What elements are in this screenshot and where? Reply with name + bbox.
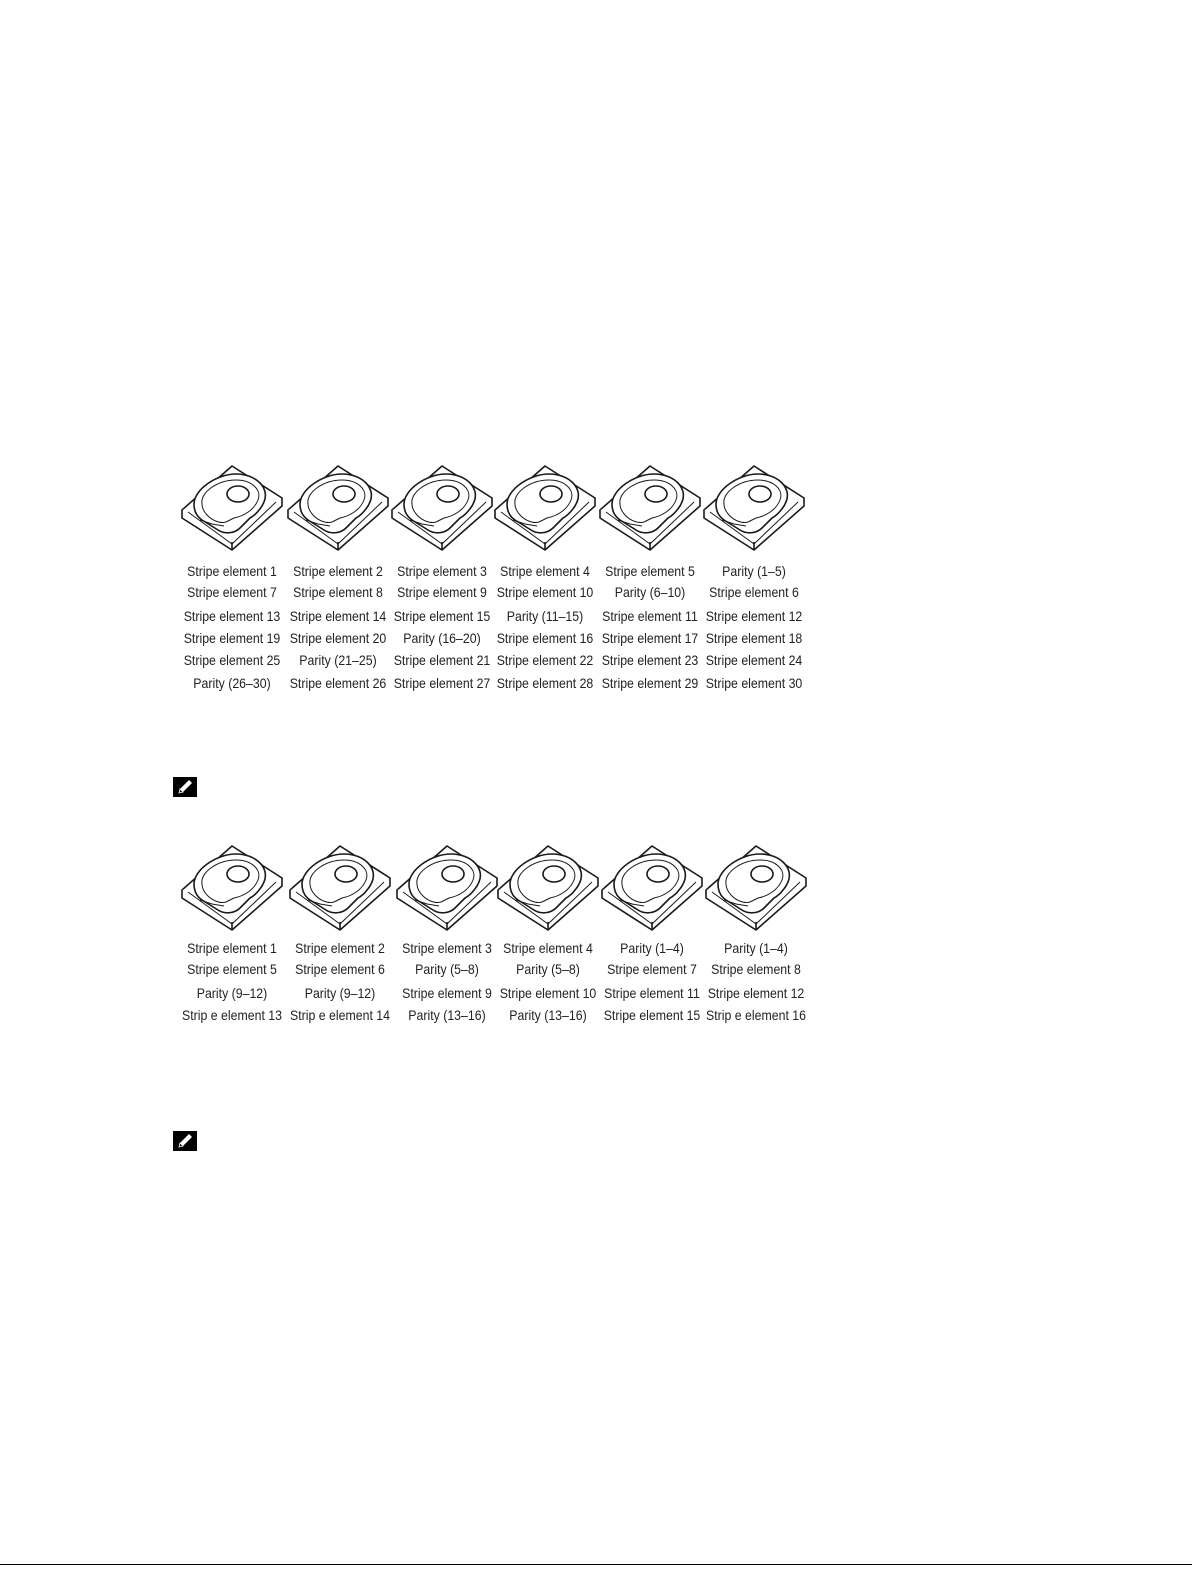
hard-drive-icon — [395, 840, 499, 936]
hard-drive-icon — [286, 460, 390, 556]
stripe-label: Parity (13–16) — [509, 1007, 587, 1023]
hard-drive-icon — [390, 460, 494, 556]
stripe-label: Stripe element 18 — [705, 630, 803, 646]
stripe-label: Stripe element 4 — [503, 940, 593, 956]
stripe-label: Stripe element 12 — [705, 608, 803, 624]
hard-drive-icon — [600, 840, 704, 936]
stripe-label: Stripe element 3 — [402, 940, 492, 956]
stripe-label: Stripe element 24 — [705, 652, 803, 668]
stripe-label: Stripe element 8 — [293, 584, 383, 600]
stripe-label: Stripe element 30 — [705, 675, 803, 691]
hard-drive-icon — [702, 460, 806, 556]
hard-drive-icon — [704, 840, 808, 936]
stripe-label: Parity (26–30) — [193, 675, 271, 691]
stripe-label: Parity (9–12) — [196, 985, 268, 1001]
stripe-label: Strip e element 16 — [706, 1007, 806, 1023]
stripe-label: Stripe element 1 — [187, 563, 277, 579]
stripe-label: Stripe element 10 — [496, 584, 594, 600]
stripe-label: Parity (5–8) — [516, 961, 580, 977]
stripe-label: Stripe element 7 — [187, 584, 277, 600]
stripe-label: Stripe element 9 — [397, 584, 487, 600]
stripe-label: Parity (1–4) — [724, 940, 788, 956]
stripe-label: Parity (16–20) — [403, 630, 481, 646]
raid-diagram-2 — [0, 840, 1192, 1040]
raid-diagram-1 — [0, 460, 1192, 700]
stripe-label: Stripe element 26 — [289, 675, 387, 691]
stripe-label: Stripe element 13 — [183, 608, 281, 624]
stripe-label: Parity (6–10) — [614, 584, 686, 600]
stripe-label: Stripe element 5 — [187, 961, 277, 977]
stripe-label: Stripe element 22 — [496, 652, 594, 668]
stripe-label: Stripe element 4 — [500, 563, 590, 579]
stripe-label: Parity (9–12) — [304, 985, 376, 1001]
stripe-label: Stripe element 1 — [187, 940, 277, 956]
stripe-label: Stripe element 25 — [183, 652, 281, 668]
hard-drive-icon — [496, 840, 600, 936]
stripe-label: Parity (21–25) — [299, 652, 377, 668]
stripe-label: Parity (1–4) — [620, 940, 684, 956]
stripe-label: Stripe element 3 — [397, 563, 487, 579]
pencil-note-icon — [172, 1130, 198, 1152]
stripe-label: Stripe element 8 — [711, 961, 801, 977]
stripe-label: Stripe element 6 — [709, 584, 799, 600]
stripe-label: Stripe element 7 — [607, 961, 697, 977]
stripe-label: Stripe element 6 — [295, 961, 385, 977]
stripe-label: Parity (11–15) — [506, 608, 584, 624]
stripe-label: Strip e element 13 — [182, 1007, 282, 1023]
stripe-label: Stripe element 14 — [289, 608, 387, 624]
stripe-label: Stripe element 16 — [496, 630, 594, 646]
hard-drive-icon — [288, 840, 392, 936]
pencil-note-icon — [172, 776, 198, 798]
hard-drive-icon — [493, 460, 597, 556]
stripe-label: Stripe element 12 — [707, 985, 805, 1001]
stripe-label: Stripe element 28 — [496, 675, 594, 691]
hard-drive-icon — [598, 460, 702, 556]
footer-rule — [0, 1564, 1192, 1565]
stripe-label: Parity (5–8) — [415, 961, 479, 977]
stripe-label: Strip e element 14 — [290, 1007, 390, 1023]
stripe-label: Stripe element 21 — [393, 652, 491, 668]
stripe-label: Stripe element 27 — [393, 675, 491, 691]
stripe-label: Stripe element 29 — [601, 675, 699, 691]
stripe-label: Stripe element 23 — [601, 652, 699, 668]
stripe-label: Stripe element 11 — [604, 985, 700, 1001]
hard-drive-icon — [180, 460, 284, 556]
stripe-label: Stripe element 17 — [601, 630, 699, 646]
stripe-label: Stripe element 2 — [295, 940, 385, 956]
stripe-label: Stripe element 15 — [603, 1007, 701, 1023]
stripe-label: Parity (1–5) — [722, 563, 786, 579]
stripe-label: Stripe element 19 — [183, 630, 281, 646]
stripe-label: Stripe element 20 — [289, 630, 387, 646]
stripe-label: Stripe element 2 — [293, 563, 383, 579]
stripe-label: Stripe element 5 — [605, 563, 695, 579]
stripe-label: Parity (13–16) — [408, 1007, 486, 1023]
stripe-label: Stripe element 11 — [602, 608, 698, 624]
stripe-label: Stripe element 9 — [402, 985, 492, 1001]
stripe-label: Stripe element 10 — [499, 985, 597, 1001]
stripe-label: Stripe element 15 — [393, 608, 491, 624]
hard-drive-icon — [180, 840, 284, 936]
